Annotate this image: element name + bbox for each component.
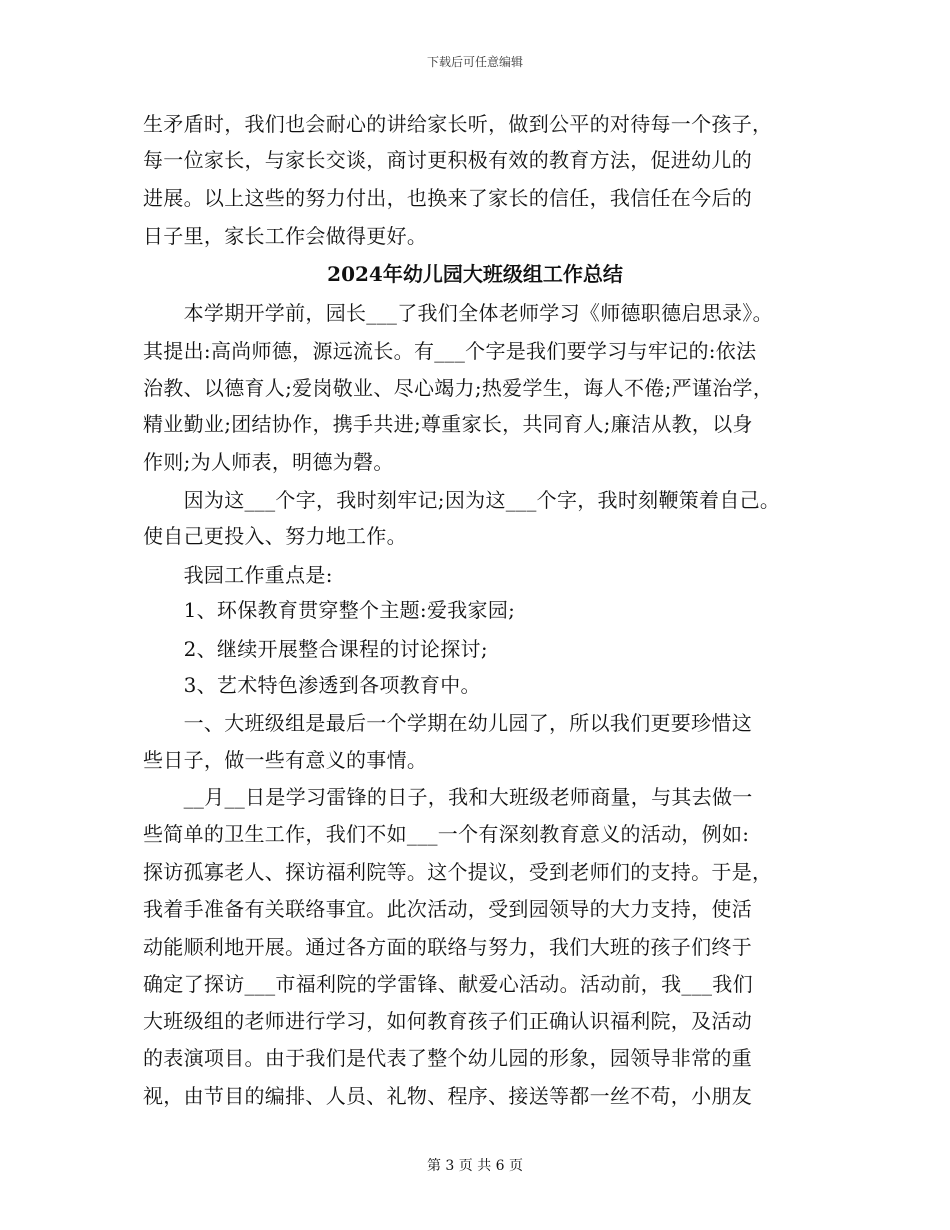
text-line: 的表演项目。由于我们是代表了整个幼儿园的形象，园领导非常的重 [143, 1046, 752, 1070]
text-line: 1、环保教育贯穿整个主题:爱我家园; [143, 598, 516, 622]
text-line: 视，由节目的编排、人员、礼物、程序、接送等都一丝不苟，小朋友 [143, 1084, 752, 1108]
text-line: 生矛盾时，我们也会耐心的讲给家长听，做到公平的对待每一个孩子， [143, 112, 773, 136]
text-line: __月__日是学习雷锋的日子，我和大班级老师商量，与其去做一 [143, 785, 753, 809]
text-line: 作则;为人师表，明德为磬。 [143, 450, 394, 474]
text-line: 我着手准备有关联络事宜。此次活动，受到园领导的大力支持，使活 [143, 897, 752, 921]
text-line: 精业勤业;团结协作，携手共进;尊重家长，共同育人;廉洁从教，以身 [143, 412, 753, 436]
text-line: 其提出:高尚师德，源远流长。有___个字是我们要学习与牢记的:依法 [143, 339, 757, 363]
text-line: 日子里，家长工作会做得更好。 [143, 224, 428, 248]
text-line: 些日子，做一些有意义的事情。 [143, 748, 428, 772]
text-line: 确定了探访___市福利院的学雷锋、献爱心活动。活动前，我___我们 [143, 972, 753, 996]
page-footer: 第 3 页 共 6 页 [426, 1158, 524, 1174]
text-line: 本学期开学前，园长___了我们全体老师学习《师德职德启思录》。 [143, 301, 773, 325]
text-line: 一、大班级组是最后一个学期在幼儿园了，所以我们更要珍惜这 [143, 711, 752, 735]
text-line: 3、艺术特色渗透到各项教育中。 [143, 673, 481, 697]
text-line: 探访孤寡老人、探访福利院等。这个提议，受到老师们的支持。于是， [143, 860, 773, 884]
text-line: 治教、以德育人;爱岗敬业、尽心竭力;热爱学生，诲人不倦;严谨治学， [143, 376, 774, 400]
text-line: 大班级组的老师进行学习，如何教育孩子们正确认识福利院，及活动 [143, 1009, 752, 1033]
text-line: 进展。以上这些的努力付出，也换来了家长的信任，我信任在今后的 [143, 186, 752, 210]
text-line: 2、继续开展整合课程的讨论探讨; [143, 637, 488, 661]
text-line: 我园工作重点是: [143, 563, 333, 587]
page-header: 下载后可任意编辑 [426, 55, 523, 69]
text-line: 每一位家长，与家长交谈，商讨更积极有效的教育方法，促进幼儿的 [143, 148, 752, 172]
text-line: 因为这___个字，我时刻牢记;因为这___个字，我时刻鞭策着自己。 [143, 488, 781, 512]
section-title: 2024年幼儿园大班级组工作总结 [327, 262, 623, 286]
text-line: 些简单的卫生工作，我们不如___一个有深刻教育意义的活动，例如: [143, 822, 750, 846]
text-line: 使自己更投入、努力地工作。 [143, 524, 407, 548]
text-line: 动能顺利地开展。通过各方面的联络与努力，我们大班的孩子们终于 [143, 935, 752, 959]
